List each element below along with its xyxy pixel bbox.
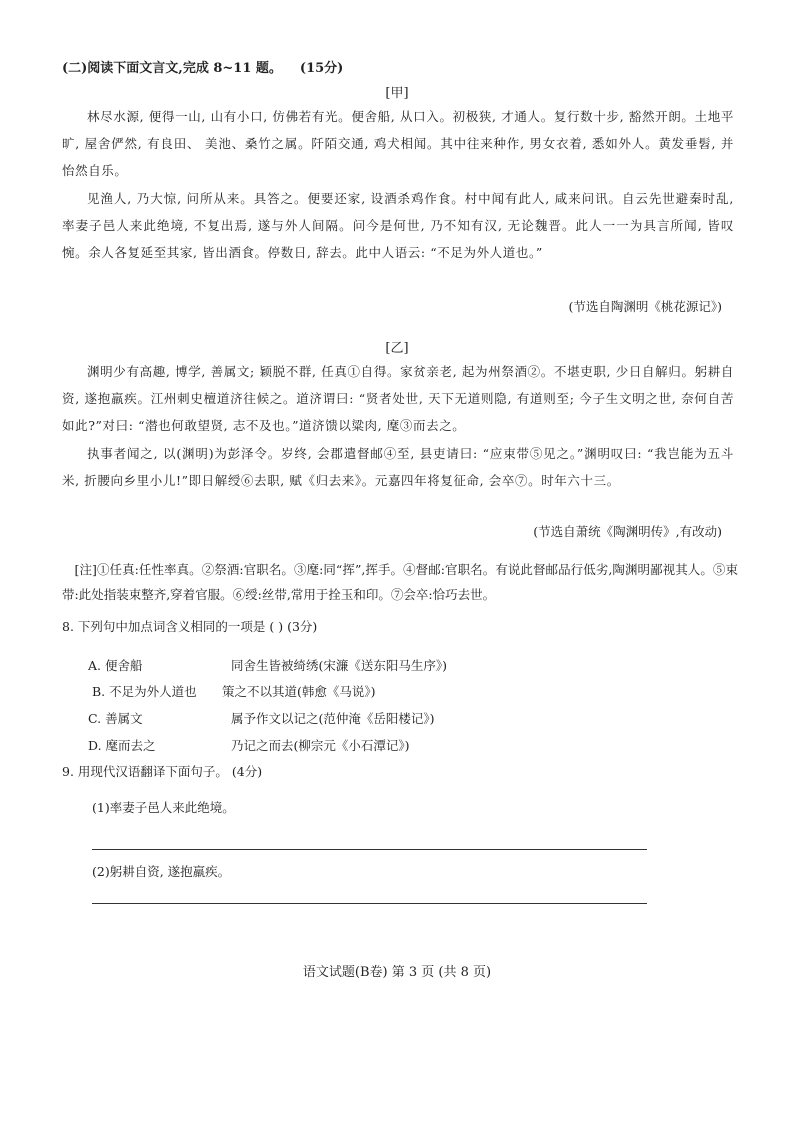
q9-item-2: (2)躬耕自资, 遂抱羸疾。 <box>92 864 231 879</box>
answer-line-1[interactable] <box>92 849 647 850</box>
answer-line-2[interactable] <box>92 903 647 904</box>
q8-option-c-right: 属予作文以记之(范仲淹《岳阳楼记》) <box>231 711 435 726</box>
passage-yi-paragraph-2: 执事者闻之, 以(渊明)为彭泽令。岁终, 会郡遣督邮④至, 县吏请曰: “应束带⑤见之。”渊明叹曰: “我岂能为五斗米, 折腰向乡里小儿!”即日解绶⑥去职, 赋《归去来》。元嘉四年将复征命, 会卒⑦。时年六十三。 <box>62 446 734 489</box>
section-title: (二)阅读下面文言文,完成 8~11 题。 <box>62 61 282 76</box>
section-heading <box>62 57 343 76</box>
passage-yi-source: (节选自萧统《陶渊明传》,有改动) <box>533 524 722 539</box>
q8-option-b-left: B. 不足为外人道也 <box>92 684 197 699</box>
q8-option-b-right: 策之不以其道(韩愈《马说》) <box>222 684 376 699</box>
passage-yi-paragraph-1: 渊明少有高趣, 博学, 善属文; 颖脱不群, 任真①自得。家贫亲老, 起为州祭酒②。不堪吏职, 少日自解归。躬耕自资, 遂抱羸疾。江州刺史檀道济往候之。道济谓曰: “贤者处世, 天下无道则隐, 有道则至; 今子生文明之世, 奈何自苦如此?”对曰: “潜也何敢望贤, 志不及也。”道济馈以粱肉, 麾③而去之。 <box>62 364 734 434</box>
q8-option-a-right: 同舍生皆被绮绣(宋濂《送东阳马生序》) <box>231 658 448 673</box>
section-score: (15分) <box>299 61 344 76</box>
q8-option-d-right: 乃记之而去(柳宗元《小石潭记》) <box>231 738 410 753</box>
passage-jia-label: [甲] <box>385 86 409 101</box>
passage-jia-paragraph-1: 林尽水源, 便得一山, 山有小口, 仿佛若有光。便舍船, 从口入。初极狭, 才通人。复行数十步, 豁然开朗。土地平旷, 屋舍俨然, 有良田、 美池、桑竹之属。阡陌交通, 鸡犬相闻。其中往来种作, 男女衣着, 悉如外人。黄发垂髫, 并怡然自乐。 <box>62 109 734 179</box>
q9-item-1: (1)率妻子邑人来此绝境。 <box>92 800 235 815</box>
question-9-stem: 9. 用现代汉语翻译下面句子。 (4分) <box>62 764 263 779</box>
q8-option-d-left: D. 麾而去之 <box>88 738 156 753</box>
passage-yi-label: [乙] <box>385 341 409 356</box>
q8-option-c-left: C. 善属文 <box>88 711 143 726</box>
question-8-stem: 8. 下列句中加点词含义相同的一项是 ( ) (3分) <box>62 619 318 634</box>
annotation-notes: [注]①任真:任性率真。②祭酒:官职名。③麾:同“挥”,挥手。④督邮:官职名。有说此督邮品行低劣,陶渊明鄙视其人。⑤束带:此处指装束整齐,穿着官服。⑥绶:丝带,常用于拴玉和印。⑦会卒:恰巧去世。 <box>62 562 738 602</box>
page-footer: 语文试题(B卷) 第 3 页 (共 8 页) <box>302 965 492 980</box>
passage-jia-paragraph-2: 见渔人, 乃大惊, 问所从来。具答之。便要还家, 设酒杀鸡作食。村中闻有此人, 咸来问讯。自云先世避秦时乱, 率妻子邑人来此绝境, 不复出焉, 遂与外人间隔。问今是何世, 乃不知有汉, 无论魏晋。此人一一为具言所闻, 皆叹惋。余人各复延至其家, 皆出酒食。停数日, 辞去。此中人语云: “不足为外人道也。” <box>62 191 734 261</box>
passage-jia-source: (节选自陶渊明《桃花源记》) <box>568 299 722 314</box>
q8-option-a-left: A. 便舍船 <box>88 658 143 673</box>
